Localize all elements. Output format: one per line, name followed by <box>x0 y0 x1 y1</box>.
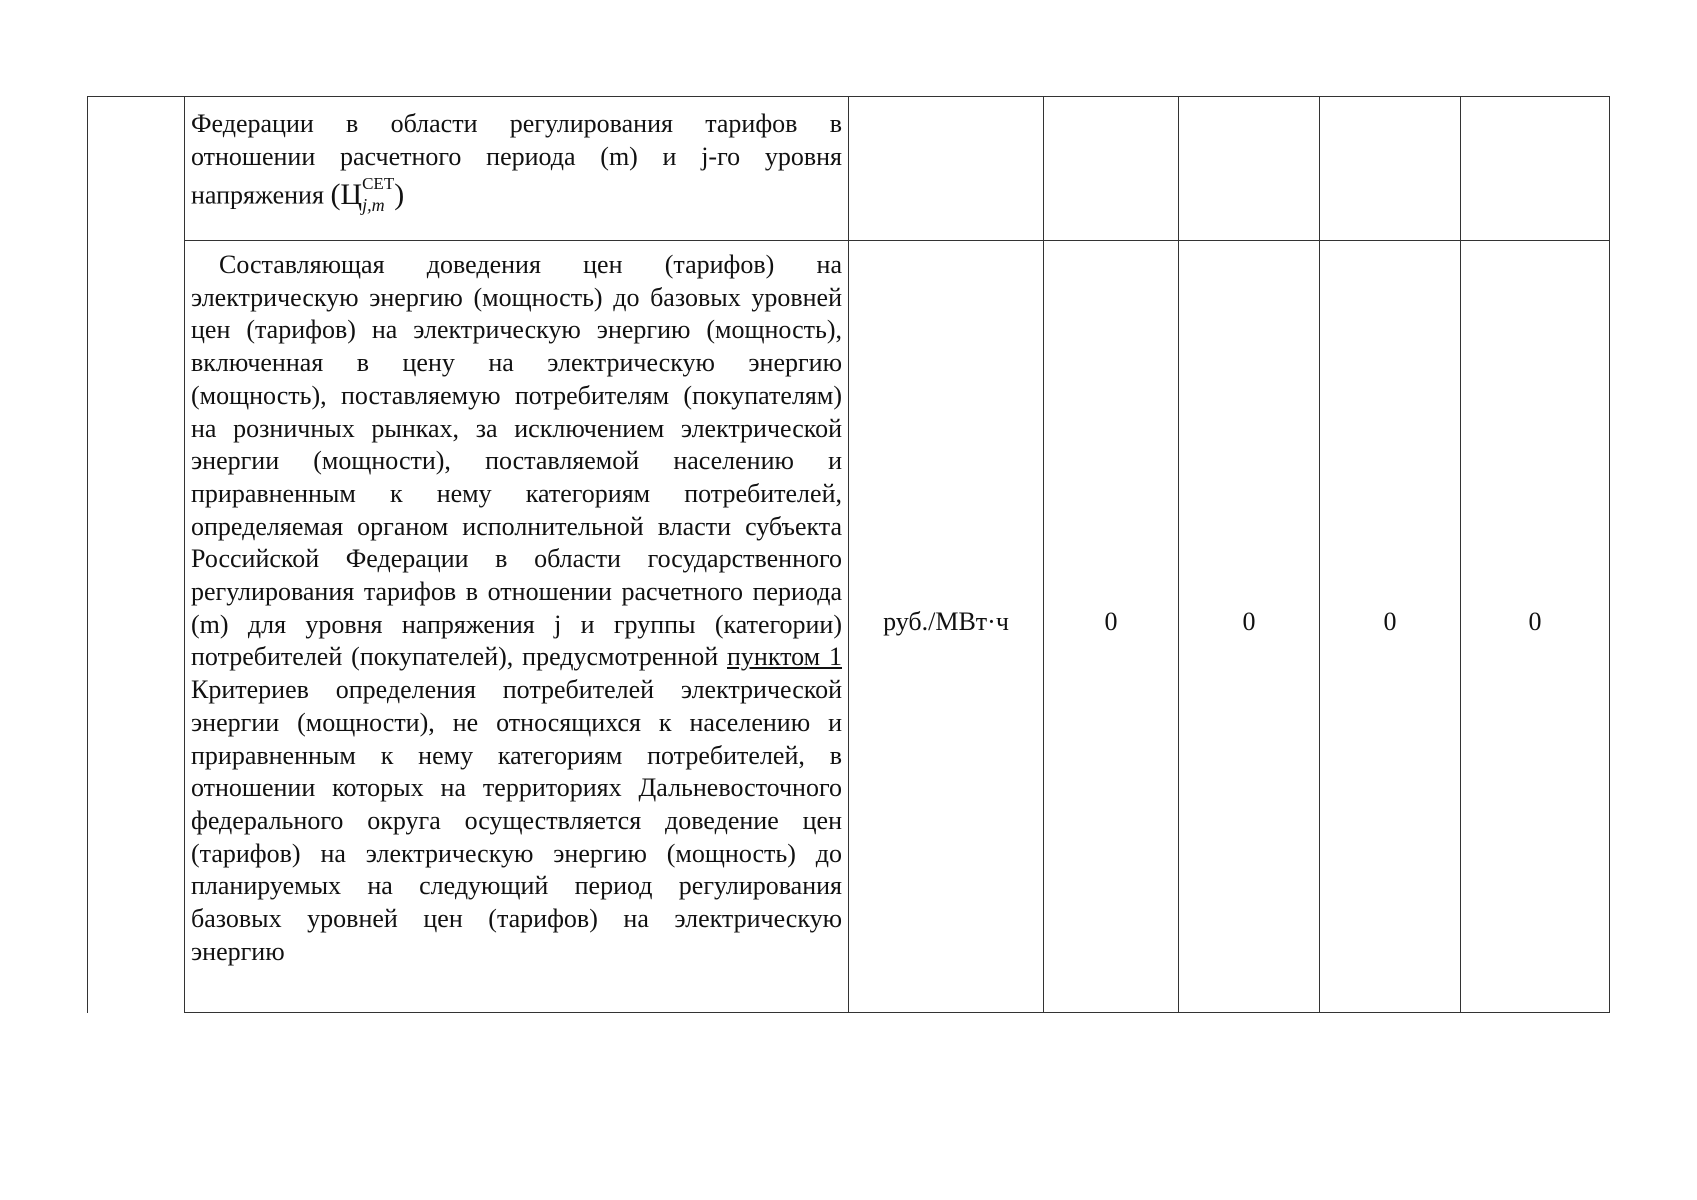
formula-superscript: СЕТ <box>362 174 395 194</box>
value-cell: 0 <box>1320 241 1461 1013</box>
unit-cell: руб./МВт·ч <box>849 241 1044 1013</box>
unit-cell-empty <box>849 97 1044 241</box>
tariff-table <box>87 96 1610 1013</box>
value-cell-empty <box>1461 97 1610 241</box>
value-cell-empty <box>1179 97 1320 241</box>
tariff-formula <box>330 174 405 216</box>
description-text-part: Составляющая доведения цен (тарифов) на электрическую энергию (мощность) до базовых уровней цен (тарифов) на электрическую энергию (мощность), включенная в цену на электрическую энергию (мощность), поставляемую потребителям (покупателям) на розничных рынках, за исключением электрической энергии (мощности), поставляемой населению и приравненным к нему категориям потребителей, определяемая органом исполнительной власти субъекта Российской Федерации в области государственного регулирования тарифов в отношении расчетного периода (m) для уровня напряжения j и группы (категории) потребителей (покупателей), предусмотренной <box>191 250 842 672</box>
description-text <box>185 241 848 968</box>
description-cell <box>185 241 849 1013</box>
value-cell-empty <box>1044 97 1179 241</box>
table-row <box>88 97 1610 241</box>
formula-subscript: j,m <box>362 195 385 216</box>
description-cell <box>185 97 849 241</box>
value-cell-empty <box>1320 97 1461 241</box>
table-row <box>88 241 1610 1013</box>
row-number-cell <box>88 97 185 1013</box>
value-cell: 0 <box>1461 241 1610 1013</box>
description-text <box>185 97 848 218</box>
value-cell: 0 <box>1179 241 1320 1013</box>
description-line: напряжения <box>191 180 324 210</box>
description-line: Федерации в области регулирования тарифов в <box>191 109 842 138</box>
formula-close: ) <box>394 177 405 211</box>
clause-link[interactable]: пунктом 1 <box>727 642 842 672</box>
description-text-part: Критериев определения потребителей электрической энергии (мощности), не относящихся к населению и приравненным к нему категориям потребителей, в отношении которых на территориях Дальневосточного федерального округа осуществляется доведение цен (тарифов) на электрическую энергию (мощность) до планируемых на следующий период регулирования базовых уровней цен (тарифов) на электрическую энергию <box>191 675 842 966</box>
description-line: отношении расчетного периода (m) и j-го уровня <box>191 141 842 171</box>
formula-symbol: (Ц <box>330 177 363 211</box>
value-cell: 0 <box>1044 241 1179 1013</box>
